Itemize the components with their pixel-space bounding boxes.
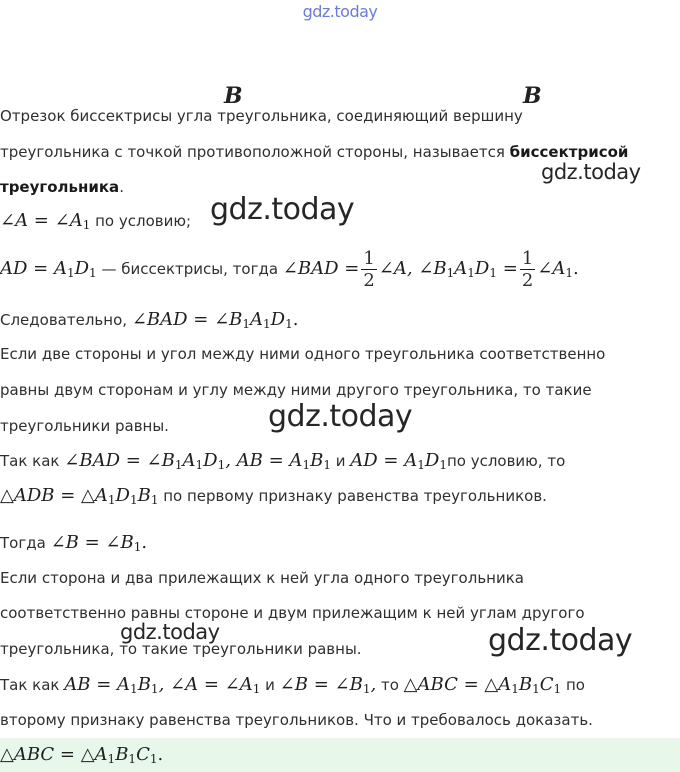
text-span: Так как	[0, 676, 60, 694]
math-expression	[0, 210, 90, 231]
math-sub: 1	[553, 682, 562, 696]
math-line	[0, 310, 298, 330]
math-sub: 1	[128, 752, 137, 766]
math-line	[0, 211, 191, 231]
text-span: Следовательно,	[0, 311, 128, 329]
text-span: по первому признаку равенства треугольников.	[163, 487, 547, 505]
math-line	[0, 533, 147, 553]
text-span: по	[565, 676, 585, 694]
math-sub: 1	[302, 458, 311, 472]
math-sub: 1	[565, 266, 573, 280]
text-span: Так как	[0, 452, 60, 470]
cut-heading-glyph: B	[523, 83, 542, 109]
math-sub: 1	[242, 317, 251, 331]
answer-box	[0, 738, 680, 772]
math-part: .	[573, 258, 579, 279]
text-line: треугольника, то такие треугольники равны.	[0, 640, 362, 658]
site-watermark: gdz.today	[302, 2, 378, 21]
math-expression: AD = $A_1D_1$	[350, 450, 447, 472]
math-sub: 1	[130, 682, 138, 696]
text-span: по условию, то	[446, 452, 566, 470]
math-sub: 1	[252, 682, 261, 696]
math-line	[0, 486, 547, 506]
math-part: △ABC = △A	[403, 674, 512, 695]
bold-term: треугольника	[0, 178, 120, 196]
math-line	[0, 247, 579, 291]
math-sub: 1	[129, 493, 138, 507]
math-sub: 1	[323, 458, 331, 472]
math-part: △ABC = △A	[0, 744, 108, 765]
math-sub: 1	[263, 317, 271, 331]
math-part: =	[497, 258, 518, 279]
math-line	[0, 451, 565, 471]
text-line: Если сторона и два прилежащих к ней угла одного треугольника	[0, 569, 524, 587]
math-sub: 1	[362, 682, 371, 696]
math-sub: 1	[89, 266, 97, 280]
math-sub: 1	[489, 266, 497, 280]
math-part: ∠A = ∠A	[170, 674, 253, 695]
math-part: ∠A = ∠A	[0, 210, 83, 231]
cut-heading-glyph: B	[224, 83, 243, 109]
math-expression: AB = $A_1B_1$, ∠A = $\angle A_1$	[64, 674, 261, 696]
math-sub: 1	[107, 493, 116, 507]
math-part: ∠A, ∠B	[378, 258, 447, 279]
math-expression: △ABC = $\triangle A_1B_1C_1$	[403, 674, 562, 696]
text-span: по условию;	[95, 212, 192, 230]
math-expression	[0, 258, 97, 279]
math-part: AB = A	[64, 674, 131, 695]
math-part: ∠A	[537, 258, 566, 279]
math-sub: 1	[150, 682, 159, 696]
fraction-denominator: 2	[363, 270, 375, 291]
math-sub: 1	[149, 752, 158, 766]
text-span: и	[265, 676, 275, 694]
watermark: gdz.today	[268, 399, 413, 434]
math-sub: 1	[217, 458, 226, 472]
math-expression: ∠B = $\angle B_1$.	[50, 532, 148, 554]
math-part: AB = A	[236, 450, 303, 471]
math-sub: 1	[150, 493, 159, 507]
math-expression: ∠BAD = $\angle B_1A_1D_1$.	[131, 309, 299, 331]
watermark: gdz.today	[120, 620, 220, 644]
math-part: ∠B = ∠B	[279, 674, 363, 695]
fraction-numerator: 1	[521, 248, 534, 269]
fraction	[361, 248, 376, 291]
text-line: Если две стороны и угол между ними одного треугольника соответственно	[0, 345, 606, 363]
math-sub: 1	[285, 317, 293, 331]
math-sub: 1	[511, 682, 519, 696]
math-sub: 1	[195, 458, 204, 472]
math-expression	[379, 258, 518, 279]
fraction	[520, 248, 535, 291]
text-span: .	[119, 178, 124, 196]
math-part: A	[454, 258, 468, 279]
math-expression: △ADB = $\triangle A_1D_1B_1$	[0, 485, 159, 507]
text-line: треугольники равны.	[0, 417, 169, 435]
math-part: D	[74, 258, 90, 279]
math-expression: △ABC = $\triangle A_1B_1C_1$.	[0, 744, 164, 766]
watermark: gdz.today	[541, 160, 641, 184]
watermark: gdz.today	[210, 192, 355, 227]
math-expression	[537, 258, 578, 279]
math-sub: 1	[467, 266, 475, 280]
math-part: ∠B = ∠B	[50, 532, 134, 553]
text-span: то	[380, 676, 399, 694]
math-sub: 1	[446, 266, 455, 280]
fraction-denominator: 2	[521, 270, 534, 291]
math-sub: 1	[439, 458, 447, 472]
text-line: Отрезок биссектрисы угла треугольника, соединяющий вершину	[0, 107, 523, 125]
math-expression	[283, 258, 360, 279]
math-sub: 1	[66, 266, 75, 280]
math-expression: ∠BAD = $\angle B_1A_1D_1$, AB = $A_1B_1$	[64, 450, 331, 472]
math-part: AD = A	[350, 450, 418, 471]
math-part: ∠BAD = ∠B	[64, 450, 175, 471]
text-span: — биссектрисы, тогда	[101, 260, 279, 278]
text-line: второму признаку равенства треугольников. Что и требовалось доказать.	[0, 711, 593, 729]
text-line	[0, 142, 628, 162]
math-part: D	[474, 258, 490, 279]
bold-term: биссектрисой	[509, 143, 629, 161]
text-span: и	[335, 452, 346, 470]
text-line: равны двум сторонам и углу между ними другого треугольника, то такие	[0, 381, 592, 399]
text-span: треугольника с точкой противоположной стороны, называется	[0, 143, 510, 161]
math-part: ∠BAD =	[282, 258, 360, 279]
math-part: ∠BAD = ∠B	[131, 309, 243, 330]
watermark: gdz.today	[488, 623, 633, 658]
math-sub: 1	[532, 682, 540, 696]
math-part: AD = A	[0, 258, 67, 279]
math-line	[0, 675, 585, 695]
text-span: Тогда	[0, 534, 46, 552]
fraction-numerator: 1	[363, 248, 375, 269]
math-sub: 1	[174, 458, 183, 472]
text-line	[0, 177, 124, 197]
answer-line	[0, 745, 163, 765]
math-sub: 1	[133, 540, 142, 554]
math-sub: 1	[107, 752, 116, 766]
text-line: соответственно равны стороне и двум прилежащим к ней углам другого	[0, 604, 585, 622]
math-sub: 1	[82, 218, 91, 232]
math-expression: ∠B = $\angle B_1$,	[279, 674, 377, 696]
math-sub: 1	[417, 458, 425, 472]
math-part: △ADB = △A	[0, 485, 108, 506]
